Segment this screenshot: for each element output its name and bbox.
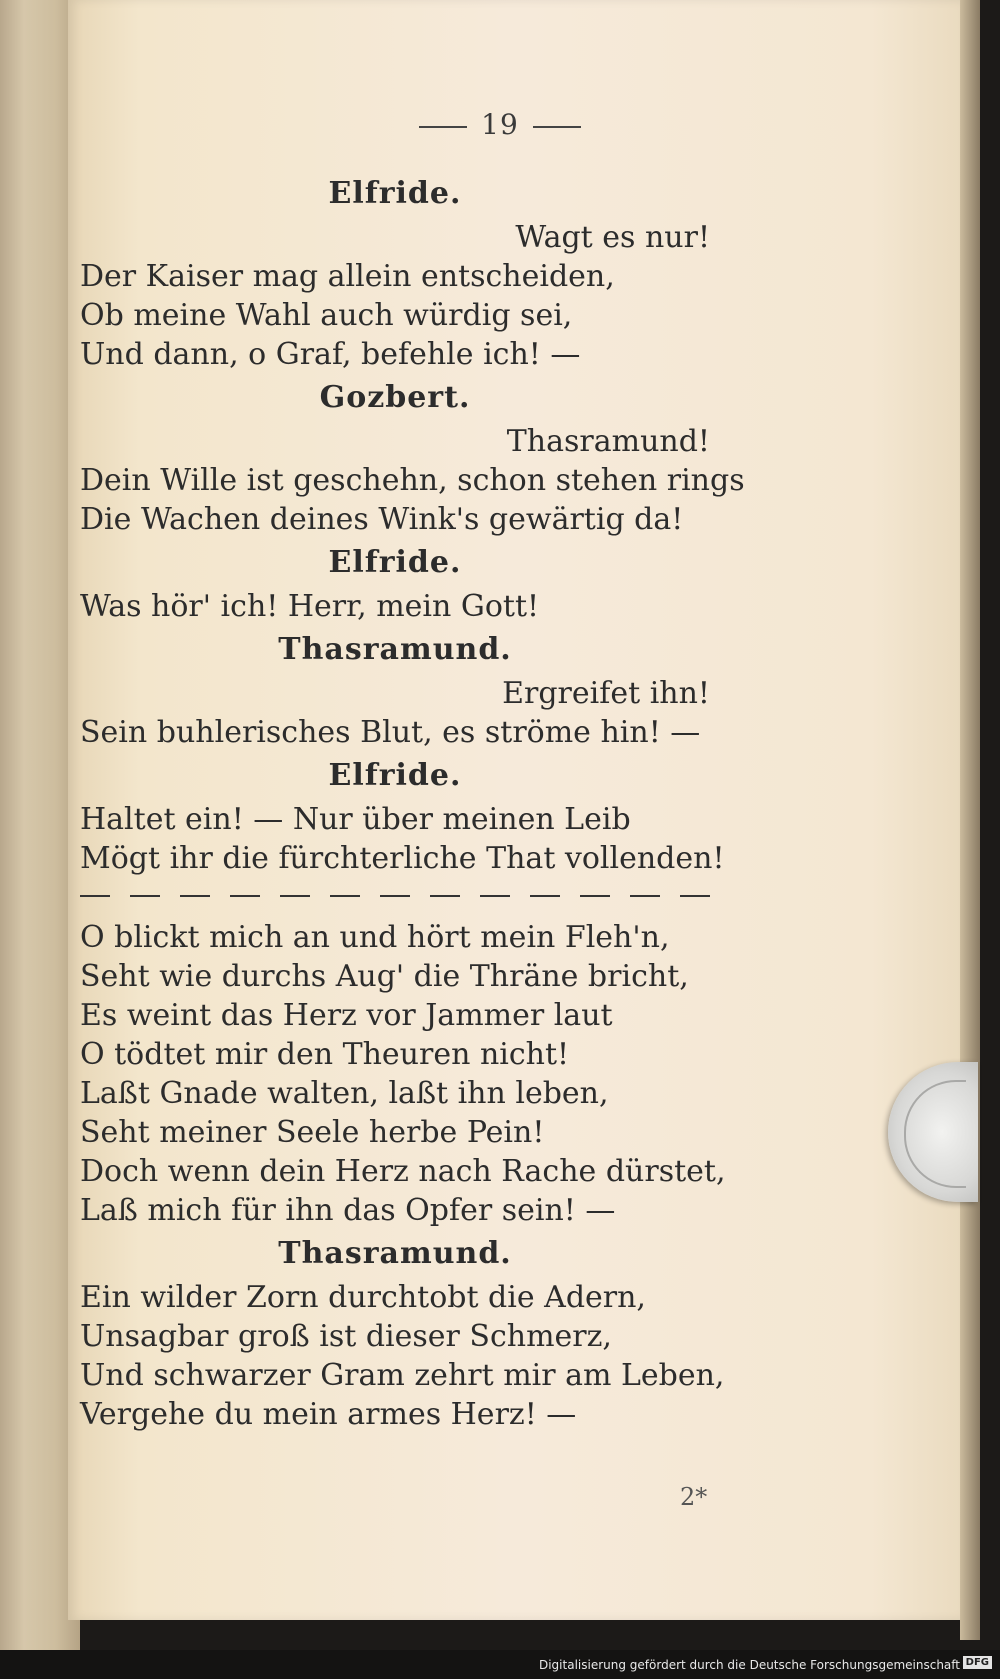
speaker-elfride: Elfride. [328,545,462,580]
verse-line: Ein wilder Zorn durchtobt die Adern, [80,1280,646,1315]
speaker-thasramund: Thasramund. [278,632,512,667]
speaker-elfride: Elfride. [328,758,462,793]
verse-line: Seht meiner Seele herbe Pein! [80,1115,545,1150]
verse-line: Der Kaiser mag allein entscheiden, [80,259,615,294]
speaker-gozbert: Gozbert. [319,380,471,415]
verse-line: Und dann, o Graf, befehle ich! — [80,337,581,372]
verse-line: Thasramund! [506,424,710,459]
dash-separator [80,882,710,910]
verse-line: Unsagbar groß ist dieser Schmerz, [80,1319,612,1354]
signature-mark: 2* [680,1483,708,1511]
verse-line: Wagt es nur! [515,220,710,255]
dfg-logo: DFG [963,1656,992,1669]
verse-line: Vergehe du mein armes Herz! — [80,1397,577,1432]
verse-line: Die Wachen deines Wink's gewärtig da! [80,502,684,537]
verse-line: Und schwarzer Gram zehrt mir am Leben, [80,1358,725,1393]
verse-line: Sein buhlerisches Blut, es ströme hin! — [80,715,701,750]
speaker-thasramund: Thasramund. [278,1236,512,1271]
verse-line: Laßt Gnade walten, laßt ihn leben, [80,1076,609,1111]
verse-line: Mögt ihr die fürchterliche That vollenden! [80,841,725,876]
page-number-dash-left [419,126,467,128]
verse-line: O blickt mich an und hört mein Fleh'n, [80,920,670,955]
page-number [0,108,1000,141]
page-number-dash-right [533,126,581,128]
page-edge [960,0,980,1640]
verse-line: Was hör' ich! Herr, mein Gott! [80,589,540,624]
footer-credit: Digitalisierung gefördert durch die Deutsche Forschungsgemeinschaft [538,1658,960,1672]
verse-line: Haltet ein! — Nur über meinen Leib [80,802,631,837]
speaker-elfride: Elfride. [328,176,462,211]
verse-line: Seht wie durchs Aug' die Thräne bricht, [80,959,689,994]
verse-line: Doch wenn dein Herz nach Rache dürstet, [80,1154,726,1189]
drama-text [80,170,745,1434]
verse-line: Laß mich für ihn das Opfer sein! — [80,1193,616,1228]
verse-line: Es weint das Herz vor Jammer laut [80,998,613,1033]
verse-line: Ergreifet ihn! [502,676,710,711]
verse-line: O tödtet mir den Theuren nicht! [80,1037,570,1072]
verse-line: Ob meine Wahl auch würdig sei, [80,298,573,333]
digitization-footer [0,1650,1000,1679]
page-number-text: 19 [481,108,519,141]
verse-line: Dein Wille ist geschehn, schon stehen rings [80,463,745,498]
